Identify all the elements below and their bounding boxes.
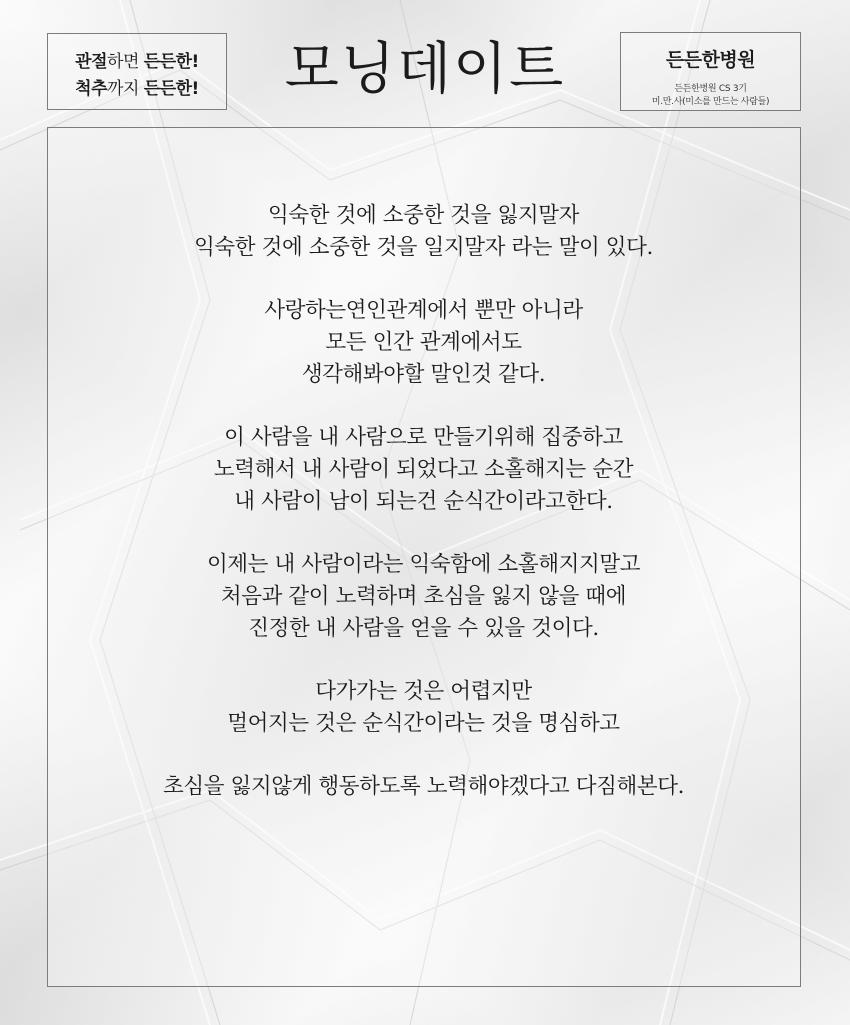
brand-box bbox=[620, 32, 801, 111]
text-line: 처음과 같이 노력하며 초심을 잃지 않을 때에 bbox=[220, 584, 627, 609]
paragraph bbox=[47, 549, 800, 645]
text-line: 진정한 내 사람을 얻을 수 있을 것이다. bbox=[248, 616, 599, 641]
slogan-text: 하면 bbox=[107, 52, 144, 72]
text-line: 다가가는 것은 어렵지만 bbox=[315, 679, 532, 704]
text-line: 내 사람이 남이 되는건 순식간이라고한다. bbox=[234, 489, 613, 514]
slogan-keyword: 척추 bbox=[75, 79, 108, 99]
slogan-keyword: 관절 bbox=[75, 52, 108, 72]
text-line: 초심을 잃지않게 행동하도록 노력해야겠다고 다짐해본다. bbox=[162, 774, 685, 799]
text-line: 사랑하는연인관계에서 뿐만 아니라 bbox=[264, 298, 583, 323]
brand-name: 든든한병원 bbox=[665, 49, 756, 71]
text-line: 이제는 내 사람이라는 익숙함에 소홀해지지말고 bbox=[206, 552, 641, 577]
text-line: 익숙한 것에 소중한 것을 잃지말자 bbox=[268, 203, 579, 228]
paragraph bbox=[47, 771, 800, 803]
text-line: 멀어지는 것은 순식간이라는 것을 명심하고 bbox=[227, 711, 620, 736]
content-body bbox=[47, 200, 800, 834]
page-title: 모닝데이트 bbox=[284, 37, 566, 102]
slogan-emphasis: 든든한! bbox=[143, 79, 199, 99]
text-line: 모든 인간 관계에서도 bbox=[325, 330, 522, 355]
paragraph bbox=[47, 676, 800, 740]
text-line: 익숙한 것에 소중한 것을 일지말자 라는 말이 있다. bbox=[194, 235, 653, 260]
text-line: 이 사람을 내 사람으로 만들기위해 집중하고 bbox=[224, 425, 623, 450]
slogan-line-2 bbox=[48, 74, 226, 99]
paragraph bbox=[47, 422, 800, 518]
text-line: 노력해서 내 사람이 되었다고 소홀해지는 순간 bbox=[213, 457, 634, 482]
text-line: 생각해봐야할 말인것 같다. bbox=[301, 362, 546, 387]
slogan-line-1 bbox=[48, 47, 226, 72]
slogan-box bbox=[47, 33, 227, 110]
paragraph bbox=[47, 200, 800, 264]
paragraph bbox=[47, 295, 800, 391]
brand-subtitle: 든든한병원 CS 3기 bbox=[674, 84, 747, 94]
brand-team: 미.만.사(미소를 만드는 사람들) bbox=[651, 97, 770, 107]
slogan-text: 까지 bbox=[107, 79, 144, 99]
slogan-emphasis: 든든한! bbox=[143, 52, 199, 72]
